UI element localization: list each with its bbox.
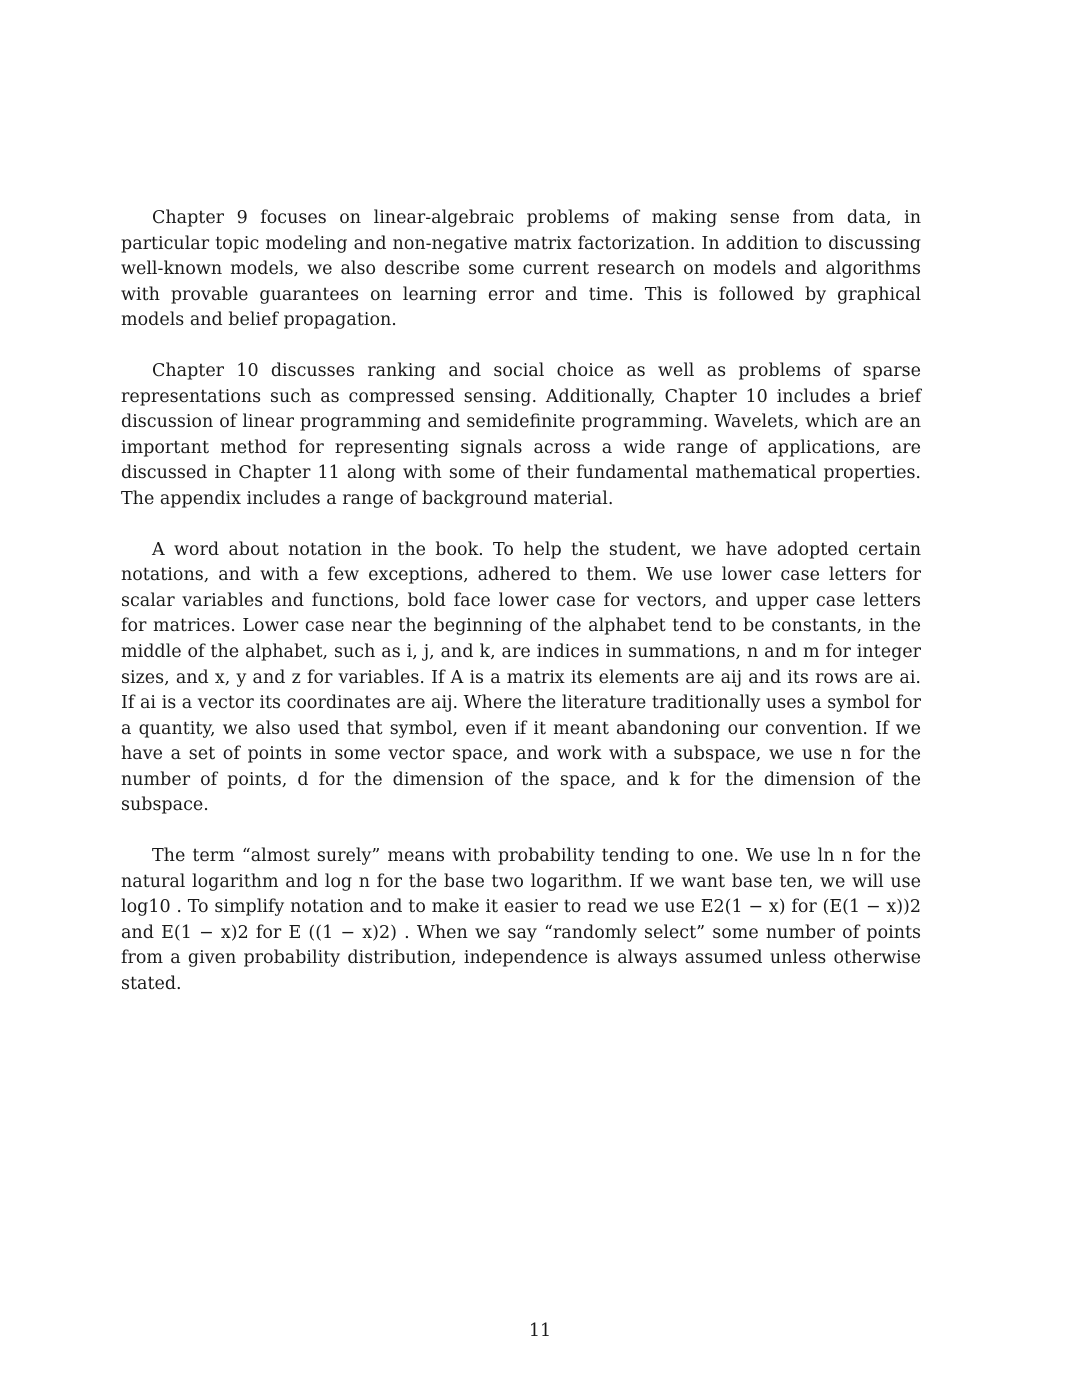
paragraph-notation: A word about notation in the book. To help the student, we have adopted certain notations, and with a few exceptions, adhered to them. We use lower case letters for scalar variables and functions, bold face lower case for vectors, and upper case letters for matrices. Lower case near the beginning of the alphabet tend to be constants, in the middle of the alphabet, such as i, j, and k, are indices in summations, n and m for integer sizes, and x, y and z for variables. If A is a matrix its elements are aij and its rows are ai. If ai is a vector its coordinates are aij. Where the literature traditionally uses a symbol for a quantity, we also used that symbol, even if it meant abandoning our convention. If we have a set of points in some vector space, and work with a subspace, we use n for the number of points, d for the dimension of the space, and k for the dimension of the subspace. [121, 539, 921, 816]
paragraph-probability: The term “almost surely” means with probability tending to one. We use ln n for the natural logarithm and log n for the base two logarithm. If we want base ten, we will use log10 . To simplify notation and to make it easier to read we use E2(1 − x) for (E(1 − x))2 and E(1 − x)2 for E ((1 − x)2) . When we say “randomly select” some number of points from a given probability distribution, independence is always assumed unless otherwise stated. [121, 846, 921, 995]
page-number: 11 [528, 1321, 552, 1341]
paragraph-chapter-9: Chapter 9 focuses on linear-algebraic problems of making sense from data, in particular topic modeling and non-negative matrix factorization. In addition to discussing well-known models, we also describe some current research on models and algorithms with provable guarantees on learning error and time. This is followed by graphical models and belief propagation. [121, 208, 921, 331]
paragraph-chapter-10: Chapter 10 discusses ranking and social choice as well as problems of sparse representations such as compressed sensing. Additionally, Chapter 10 includes a brief discussion of linear programming and semidefinite programming. Wavelets, which are an important method for representing signals across a wide range of applications, are discussed in Chapter 11 along with some of their fundamental mathematical properties. The appendix includes a range of background material. [121, 360, 921, 509]
body-text [121, 206, 921, 998]
